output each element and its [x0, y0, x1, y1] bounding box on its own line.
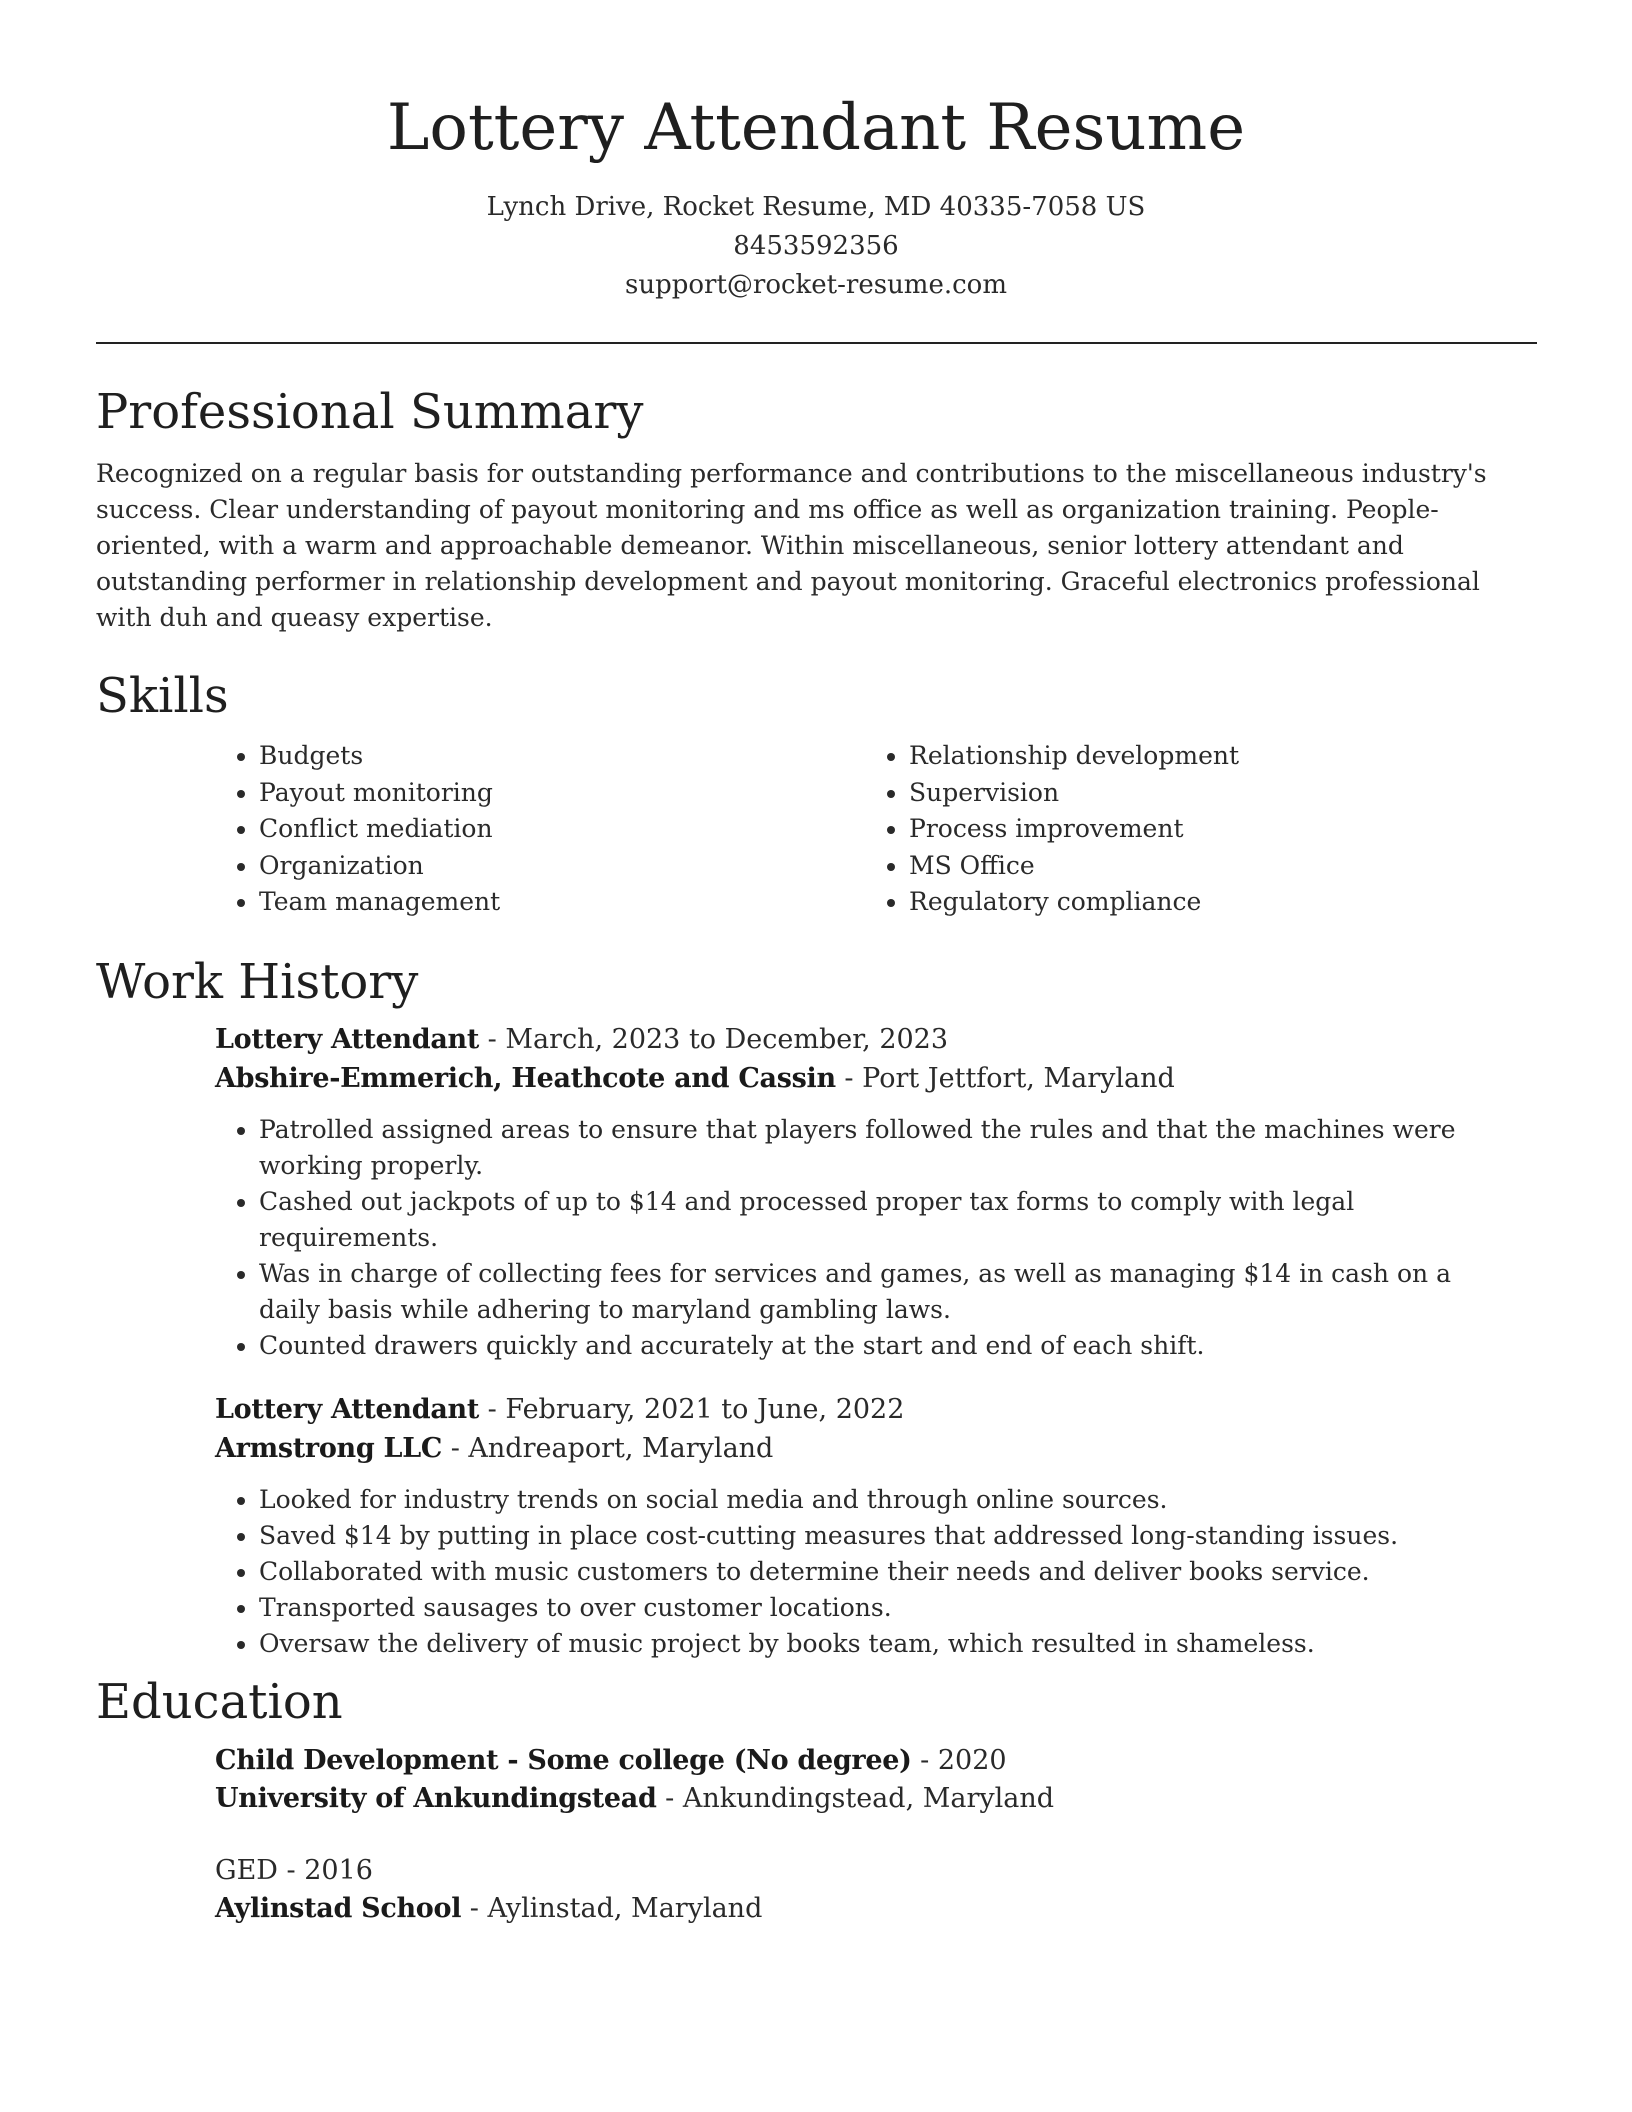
skill-item: • Organization [259, 848, 865, 885]
job-dates: - February, 2021 to June, 2022 [479, 1394, 905, 1425]
email: support@rocket-resume.com [624, 270, 1007, 300]
education-degree-line [215, 1742, 1538, 1780]
job-bullet: • Saved $14 by putting in place cost-cutting measures that addressed long-standing issues. [259, 1518, 1538, 1554]
skill-item: • Relationship development [909, 738, 1239, 775]
phone: 8453592356 [733, 231, 899, 261]
skills-heading: Skills [96, 668, 229, 724]
skill-item: • MS Office [909, 848, 1239, 885]
education-year: - 2016 [277, 1855, 373, 1886]
skill-item: • Process improvement [909, 811, 1239, 848]
contact-info [0, 188, 1632, 305]
job-bullet: • Counted drawers quickly and accurately at the start and end of each shift. [259, 1328, 1538, 1364]
education-location: - Ankundingstead, Maryland [656, 1783, 1055, 1814]
job-bullet: • Patrolled assigned areas to ensure that players followed the rules and that the machines were working properly. [259, 1112, 1538, 1184]
skill-item: • Supervision [909, 775, 1239, 812]
education-section [96, 1672, 1538, 1928]
job-company: Abshire-Emmerich, Heathcote and Cassin [215, 1063, 836, 1094]
education-school: University of Ankundingstead [215, 1783, 657, 1814]
work-history-section [96, 952, 1538, 1662]
job-location: - Andreaport, Maryland [442, 1433, 774, 1464]
education-degree: Child Development - Some college (No degree) [215, 1745, 912, 1776]
job-bullet: • Oversaw the delivery of music project by books team, which resulted in shameless. [259, 1626, 1538, 1662]
job-location: - Port Jettfort, Maryland [835, 1063, 1175, 1094]
job-dates: - March, 2023 to December, 2023 [479, 1024, 949, 1055]
job-bullet: • Cashed out jackpots of up to $14 and processed proper tax forms to comply with legal requirements. [259, 1184, 1538, 1256]
job-company-line [215, 1429, 1538, 1468]
education-school-line [215, 1780, 1538, 1818]
summary-section [96, 382, 1538, 636]
resume-header [0, 0, 1632, 305]
skills-columns [215, 738, 1538, 921]
job-bullets [215, 1482, 1538, 1662]
education-degree: GED [215, 1855, 278, 1886]
education-school: Aylinstad School [215, 1893, 462, 1924]
address: Lynch Drive, Rocket Resume, MD 40335-7058 US [486, 192, 1146, 222]
education-entry [215, 1852, 1538, 1928]
job-bullet: • Transported sausages to over customer locations. [259, 1590, 1538, 1626]
skills-list-left [215, 738, 865, 921]
education-location: - Aylinstad, Maryland [461, 1893, 763, 1924]
job-title: Lottery Attendant [215, 1394, 480, 1425]
education-degree-line [215, 1852, 1538, 1890]
summary-heading: Professional Summary [96, 384, 644, 440]
header-divider [96, 342, 1537, 344]
education-year: - 2020 [911, 1745, 1007, 1776]
job-bullets [215, 1112, 1538, 1364]
education-school-line [215, 1890, 1538, 1928]
education-entry [215, 1742, 1538, 1818]
skill-item: • Conflict mediation [259, 811, 865, 848]
work-history-heading: Work History [96, 954, 419, 1010]
job-entry [215, 1390, 1538, 1662]
skill-item: • Regulatory compliance [909, 884, 1239, 921]
job-company-line [215, 1059, 1538, 1098]
job-bullet: • Collaborated with music customers to determine their needs and deliver books service. [259, 1554, 1538, 1590]
job-title: Lottery Attendant [215, 1024, 480, 1055]
job-bullet: • Looked for industry trends on social media and through online sources. [259, 1482, 1538, 1518]
summary-text: Recognized on a regular basis for outstanding performance and contributions to the miscellaneous industry's success. Clear understanding of payout monitoring and ms office as well as organization training. People-oriented, with a warm and approachable demeanor. Within miscellaneous, senior lottery attendant and outstanding performer in relationship development and payout monitoring. Graceful electronics professional with duh and queasy expertise. [96, 459, 1487, 632]
job-bullet: • Was in charge of collecting fees for services and games, as well as managing $14 in cash on a daily basis while adhering to maryland gambling laws. [259, 1256, 1538, 1328]
skill-item: • Payout monitoring [259, 775, 865, 812]
job-title-line [215, 1390, 1538, 1429]
education-heading: Education [96, 1674, 343, 1730]
skills-list-right [865, 738, 1239, 921]
job-title-line [215, 1020, 1538, 1059]
skill-item: • Team management [259, 884, 865, 921]
skills-section [96, 666, 1538, 921]
job-company: Armstrong LLC [215, 1433, 443, 1464]
resume-title: Lottery Attendant Resume [386, 91, 1246, 165]
skill-item: • Budgets [259, 738, 865, 775]
job-entry [215, 1020, 1538, 1364]
